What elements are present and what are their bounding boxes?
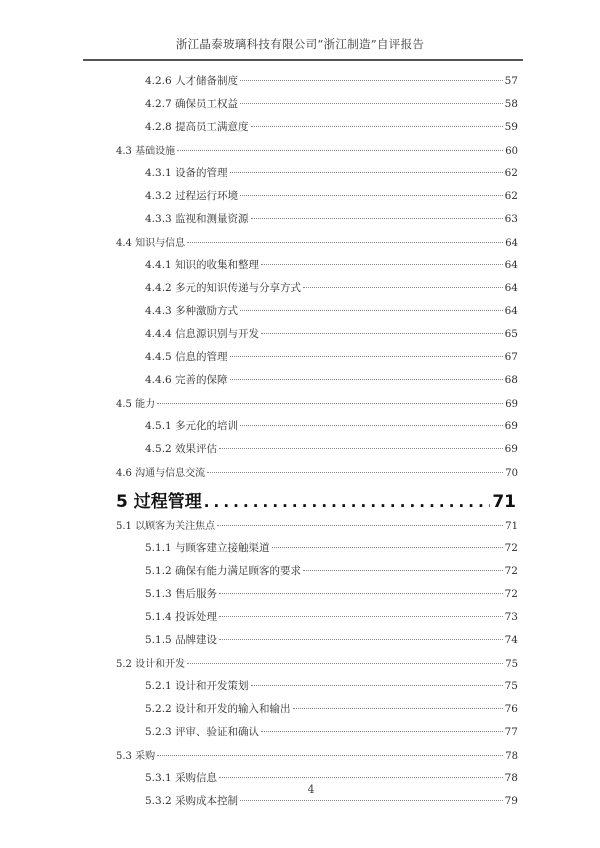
toc-entry[interactable] xyxy=(116,747,518,765)
toc-entry[interactable] xyxy=(145,563,518,581)
toc-page: 78 xyxy=(505,751,518,762)
page-number: 4 xyxy=(307,783,315,796)
toc-number: 4.3.1 xyxy=(145,167,176,179)
toc-leader xyxy=(230,379,503,380)
toc-entry[interactable] xyxy=(116,655,518,673)
toc-page: 62 xyxy=(504,190,518,202)
toc-label: 确保员工权益 xyxy=(175,98,239,110)
toc-entry[interactable] xyxy=(145,280,518,298)
toc-entry[interactable] xyxy=(145,701,518,719)
toc-entry[interactable] xyxy=(116,395,518,413)
toc-label: 评审、验证和确认 xyxy=(175,726,260,738)
toc-number: 5.2.2 xyxy=(145,703,176,715)
toc-leader xyxy=(261,731,503,732)
toc-entry[interactable] xyxy=(116,142,518,160)
toc-entry[interactable] xyxy=(145,724,518,742)
toc-leader xyxy=(204,493,491,511)
toc-label: 投诉处理 xyxy=(175,611,218,623)
toc-entry[interactable] xyxy=(116,517,518,535)
toc-number: 5.1.4 xyxy=(145,611,176,623)
toc-leader xyxy=(261,333,503,334)
toc-entry[interactable] xyxy=(145,73,518,91)
toc-label: 多元的知识传递与分享方式 xyxy=(175,282,302,294)
toc-entry[interactable] xyxy=(145,96,518,114)
toc-page: 67 xyxy=(504,351,518,363)
toc-number: 4.3 xyxy=(116,146,136,157)
toc-leader xyxy=(230,356,503,357)
toc-leader xyxy=(240,103,503,104)
toc-page: 64 xyxy=(504,305,518,317)
toc-entry[interactable] xyxy=(145,165,518,183)
toc-number: 5 xyxy=(116,492,134,512)
toc-page: 60 xyxy=(505,146,518,157)
toc-number: 4.2.8 xyxy=(145,121,176,133)
toc-number: 4.3.3 xyxy=(145,213,176,225)
toc-entry[interactable] xyxy=(145,418,518,436)
toc-number: 5.1 xyxy=(116,521,136,532)
toc-number: 5.2 xyxy=(116,659,136,670)
toc-entry[interactable] xyxy=(145,349,518,367)
toc-number: 5.1.2 xyxy=(145,565,176,577)
toc-label: 多种激励方式 xyxy=(175,305,239,317)
toc-number: 5.3.2 xyxy=(145,795,176,807)
toc-page: 69 xyxy=(505,399,518,410)
toc-page: 75 xyxy=(505,659,518,670)
toc-label: 能力 xyxy=(135,399,156,410)
toc-page: 68 xyxy=(504,374,518,386)
toc-page: 59 xyxy=(504,121,518,133)
toc-number: 4.4 xyxy=(116,238,136,249)
toc-leader xyxy=(219,593,503,594)
toc-label: 信息源识别与开发 xyxy=(175,328,260,340)
toc-leader xyxy=(219,616,503,617)
toc-label: 人才储备制度 xyxy=(175,75,239,87)
toc-number: 5.1.3 xyxy=(145,588,176,600)
toc-entry[interactable] xyxy=(145,119,518,137)
toc-page: 72 xyxy=(504,565,518,577)
toc-entry[interactable] xyxy=(145,441,518,459)
header-divider xyxy=(83,59,523,61)
toc-entry[interactable] xyxy=(145,326,518,344)
toc-number: 4.4.3 xyxy=(145,305,176,317)
toc-label: 与顾客建立接触渠道 xyxy=(175,542,270,554)
toc-entry[interactable] xyxy=(145,257,518,275)
toc-number: 4.5.1 xyxy=(145,420,176,432)
toc-entry[interactable] xyxy=(145,609,518,627)
toc-number: 5.1.5 xyxy=(145,634,176,646)
toc-number: 5.1.1 xyxy=(145,542,176,554)
toc-leader xyxy=(187,663,503,664)
toc-leader xyxy=(303,570,503,571)
toc-number: 4.5.2 xyxy=(145,443,176,455)
toc-label: 品牌建设 xyxy=(175,634,218,646)
toc-leader xyxy=(240,195,503,196)
toc-number: 4.3.2 xyxy=(145,190,176,202)
toc-number: 5.2.1 xyxy=(145,680,176,692)
toc-page: 72 xyxy=(504,542,518,554)
toc-leader xyxy=(251,126,503,127)
toc-page: 64 xyxy=(505,238,518,249)
toc-leader xyxy=(219,639,503,640)
toc-leader xyxy=(293,708,503,709)
toc-page: 74 xyxy=(504,634,518,646)
toc-page: 71 xyxy=(492,492,516,512)
toc-leader xyxy=(261,264,503,265)
toc-label: 设计和开发的输入和输出 xyxy=(175,703,291,715)
toc-label: 沟通与信息交流 xyxy=(135,468,206,479)
toc-page: 71 xyxy=(505,521,518,532)
toc-number: 4.4.5 xyxy=(145,351,176,363)
toc-label: 设计和开发策划 xyxy=(175,680,249,692)
toc-leader xyxy=(187,242,503,243)
toc-entry[interactable] xyxy=(116,234,518,252)
toc-label: 效果评估 xyxy=(175,443,218,455)
toc-number: 4.6 xyxy=(116,468,136,479)
toc-number: 4.4.1 xyxy=(145,259,176,271)
toc-entry[interactable] xyxy=(145,372,518,390)
toc-label: 提高员工满意度 xyxy=(175,121,249,133)
toc-leader xyxy=(219,448,503,449)
toc-entry[interactable] xyxy=(145,303,518,321)
toc-entry[interactable] xyxy=(145,211,518,229)
toc-leader xyxy=(157,403,503,404)
toc-leader xyxy=(240,310,503,311)
toc-page: 58 xyxy=(504,98,518,110)
toc-entry[interactable] xyxy=(145,632,518,650)
toc-label: 知识的收集和整理 xyxy=(175,259,260,271)
toc-label: 知识与信息 xyxy=(135,238,186,249)
toc-number: 4.2.6 xyxy=(145,75,176,87)
toc-leader xyxy=(240,425,503,426)
toc-page: 65 xyxy=(504,328,518,340)
toc-leader xyxy=(230,172,503,173)
toc-leader xyxy=(251,685,503,686)
toc-page: 77 xyxy=(504,726,518,738)
toc-page: 64 xyxy=(504,282,518,294)
toc-page: 64 xyxy=(504,259,518,271)
toc-page: 75 xyxy=(504,680,518,692)
toc-number: 4.2.7 xyxy=(145,98,176,110)
toc-leader xyxy=(240,80,503,81)
toc-leader xyxy=(217,525,503,526)
toc-label: 监视和测量资源 xyxy=(175,213,249,225)
toc-number: 4.5 xyxy=(116,399,136,410)
toc-number: 4.4.4 xyxy=(145,328,176,340)
toc-label: 过程管理 xyxy=(133,492,202,512)
toc-page: 78 xyxy=(504,772,518,784)
toc-leader xyxy=(240,800,503,801)
toc-page: 69 xyxy=(504,420,518,432)
toc-entry-chapter[interactable] xyxy=(116,487,516,511)
toc-page: 69 xyxy=(504,443,518,455)
toc-label: 采购信息 xyxy=(175,772,218,784)
toc-leader xyxy=(303,287,503,288)
toc-label: 采购成本控制 xyxy=(175,795,239,807)
toc-label: 多元化的培训 xyxy=(175,420,239,432)
toc-page: 73 xyxy=(504,611,518,623)
toc-label: 设备的管理 xyxy=(175,167,228,179)
toc-label: 过程运行环境 xyxy=(175,190,239,202)
toc-page: 63 xyxy=(504,213,518,225)
toc-label: 采购 xyxy=(135,751,156,762)
toc-leader xyxy=(272,547,503,548)
toc-label: 售后服务 xyxy=(175,588,218,600)
toc-entry[interactable] xyxy=(145,188,518,206)
toc-label: 基础设施 xyxy=(135,146,176,157)
toc-leader xyxy=(177,150,503,151)
toc-entry[interactable] xyxy=(145,540,518,558)
toc-label: 确保有能力满足顾客的要求 xyxy=(175,565,302,577)
toc-entry[interactable] xyxy=(116,464,518,482)
toc-leader xyxy=(251,218,503,219)
toc-page: 76 xyxy=(504,703,518,715)
toc-number: 5.3.1 xyxy=(145,772,176,784)
header-title: 浙江晶泰玻璃科技有限公司“浙江制造”自评报告 xyxy=(175,37,425,51)
toc-page: 62 xyxy=(504,167,518,179)
toc-leader xyxy=(219,777,503,778)
toc-label: 以顾客为关注焦点 xyxy=(135,521,216,532)
toc-entry[interactable] xyxy=(145,586,518,604)
toc-page: 79 xyxy=(504,795,518,807)
toc-page: 72 xyxy=(504,588,518,600)
toc-label: 设计和开发 xyxy=(135,659,186,670)
toc-page: 57 xyxy=(504,75,518,87)
toc-number: 5.2.3 xyxy=(145,726,176,738)
toc-label: 信息的管理 xyxy=(175,351,228,363)
toc-leader xyxy=(157,755,503,756)
toc-number: 5.3 xyxy=(116,751,136,762)
toc-page: 70 xyxy=(505,468,518,479)
toc-number: 4.4.6 xyxy=(145,374,176,386)
toc-number: 4.4.2 xyxy=(145,282,176,294)
toc-entry[interactable] xyxy=(145,678,518,696)
toc-label: 完善的保障 xyxy=(175,374,228,386)
toc-leader xyxy=(207,472,503,473)
